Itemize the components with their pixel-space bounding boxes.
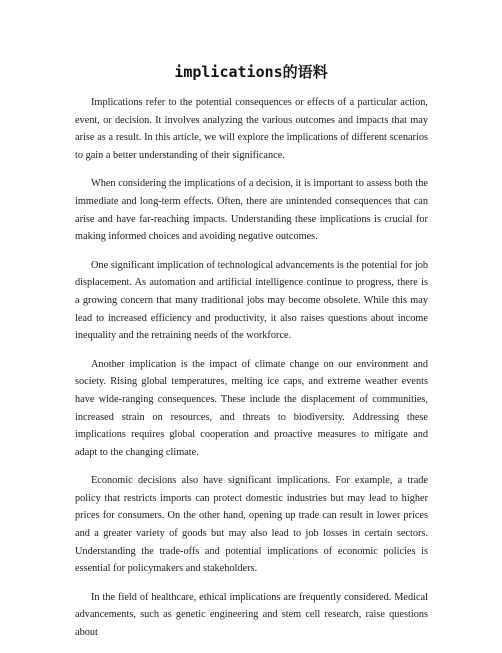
paragraph-3: One significant implication of technological advancements is the potential for job displacement. As automation and artificial intelligence continue to progress, there is a growing concern that many traditional jobs may become obsolete. While this may lead to increased efficiency and productivity, it also raises questions about income inequality and the retraining needs of the workforce.	[75, 259, 428, 342]
document-title: implications的语料	[174, 63, 328, 81]
paragraph-1: Implications refer to the potential consequences or effects of a particular action, event, or decision. It involves analyzing the various outcomes and impacts that may arise as a result. In this article, we will explore the implications of different scenarios to gain a better understanding of their significance.	[75, 97, 428, 161]
paragraph-4: Another implication is the impact of climate change on our environment and society. Rising global temperatures, melting ice caps, and extreme weather events have wide-ranging consequences. These include the displacement of communities, increased strain on resources, and threats to biodiversity. Addressing these implications requires global cooperation and proactive measures to mitigate and adapt to the changing climate.	[75, 358, 428, 458]
document-body	[75, 94, 428, 653]
paragraph-5: Economic decisions also have significant implications. For example, a trade policy that restricts imports can protect domestic industries but may lead to higher prices for consumers. On the other hand, opening up trade can result in lower prices and a greater variety of goods but may also lead to job losses in certain sectors. Understanding the trade-offs and potential implications of economic policies is essential for policymakers and stakeholders.	[75, 475, 428, 575]
paragraph-6: In the field of healthcare, ethical implications are frequently considered. Medical advancements, such as genetic engineering and stem cell research, raise questions about	[75, 591, 428, 639]
paragraph-2: When considering the implications of a decision, it is important to assess both the immediate and long-term effects. Often, there are unintended consequences that can arise and have far-reaching impacts. Understanding these implications is crucial for making informed choices and avoiding negative outcomes.	[75, 178, 428, 243]
